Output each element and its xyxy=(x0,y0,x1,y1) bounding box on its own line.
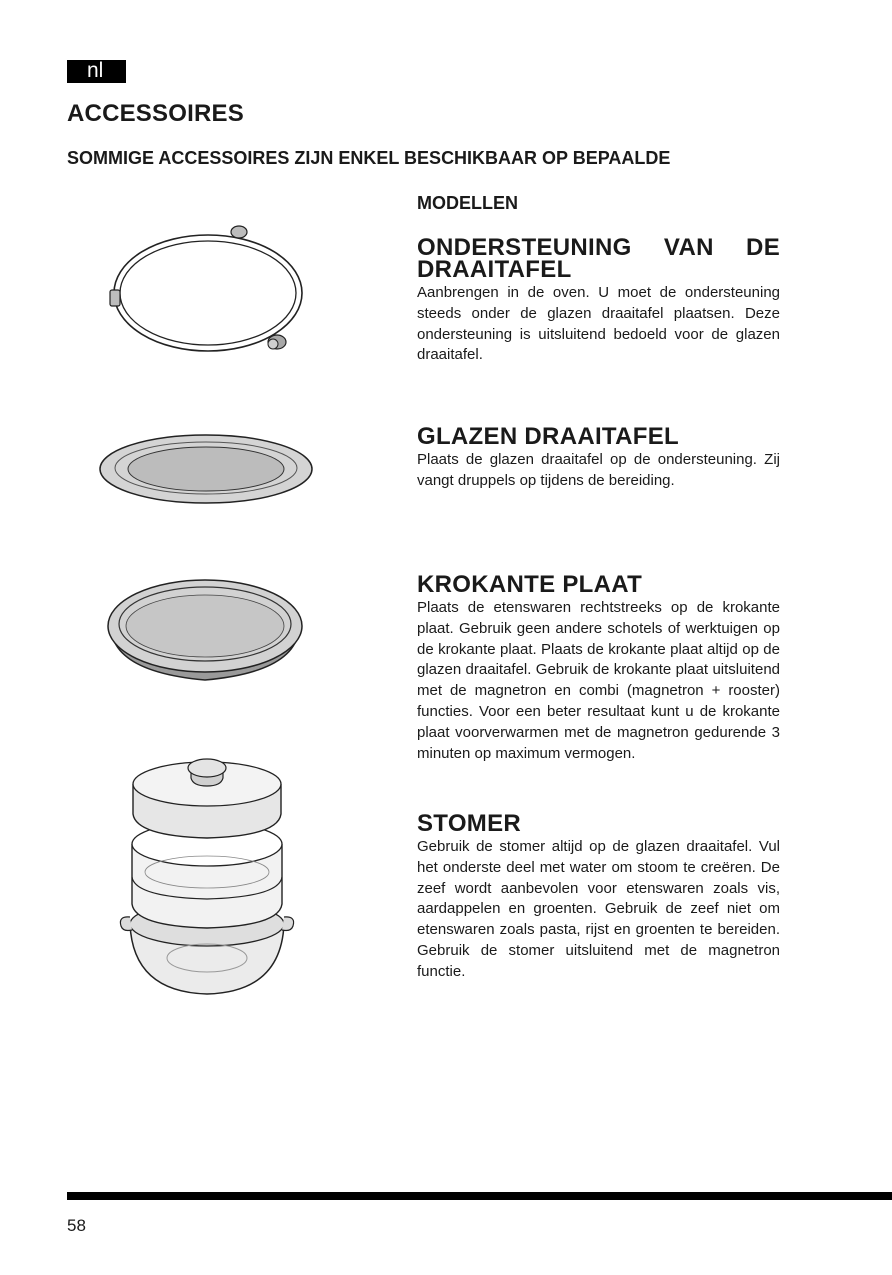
page-title: ACCESSOIRES xyxy=(67,100,244,127)
section-body: Plaats de glazen draaitafel op de ondersteuning. Zij vangt druppels op tijdens de bereiding. xyxy=(417,451,780,489)
section-glass-turntable xyxy=(417,423,780,492)
section-steamer xyxy=(417,810,780,983)
glass-turntable-illustration xyxy=(97,432,315,506)
section-body: Aanbrengen in de oven. U moet de ondersteuning steeds onder de glazen draaitafel plaatsen. Deze ondersteuning is uitsluitend bedoeld voor de glazen draaitafel. xyxy=(417,284,780,364)
turntable-support-ring-illustration xyxy=(100,220,315,360)
section-title: GLAZEN DRAAITAFEL xyxy=(417,423,679,450)
steamer-illustration xyxy=(115,754,300,996)
page-number: 58 xyxy=(67,1216,86,1235)
availability-notice-line2: MODELLEN xyxy=(417,193,518,213)
section-title: KROKANTE PLAAT xyxy=(417,571,643,598)
section-title-line1: ONDERSTEUNING VAN DE xyxy=(417,234,780,261)
section-body: Gebruik de stomer altijd op de glazen draaitafel. Vul het onderste deel met water om stoom te creëren. De zeef wordt aanbevolen voor etenswaren zoals vis, aardappelen en groenten. Gebruik de zeef niet om etenswaren zoals pasta, rijst en groenten te bereiden. Gebruik de stomer uitsluitend met de magnetron functie. xyxy=(417,838,780,980)
section-turntable-support xyxy=(417,234,780,366)
section-title: STOMER xyxy=(417,810,522,837)
language-badge: nl xyxy=(67,60,126,83)
section-body: Plaats de etenswaren rechtstreeks op de krokante plaat. Gebruik geen andere schotels of werktuigen op de krokante plaat. Plaats de krokante plaat altijd op de glazen draaitafel. Gebruik de krokante plaat uitsluitend met de magnetron en combi (magnetron + rooster) functies. Voor een beter resultaat kunt u de krokante plaat voorverwarmen met de magnetron gedurende 3 minuten op maximum vermogen. xyxy=(417,599,780,762)
footer-rule xyxy=(67,1192,892,1200)
section-title-line2: DRAAITAFEL xyxy=(417,256,572,283)
availability-notice-line1: SOMMIGE ACCESSOIRES ZIJN ENKEL BESCHIKBAAR OP BEPAALDE xyxy=(67,148,671,168)
crisp-plate-illustration xyxy=(105,574,305,686)
section-crisp-plate xyxy=(417,571,780,764)
section-title-line2-wrap xyxy=(417,256,780,283)
